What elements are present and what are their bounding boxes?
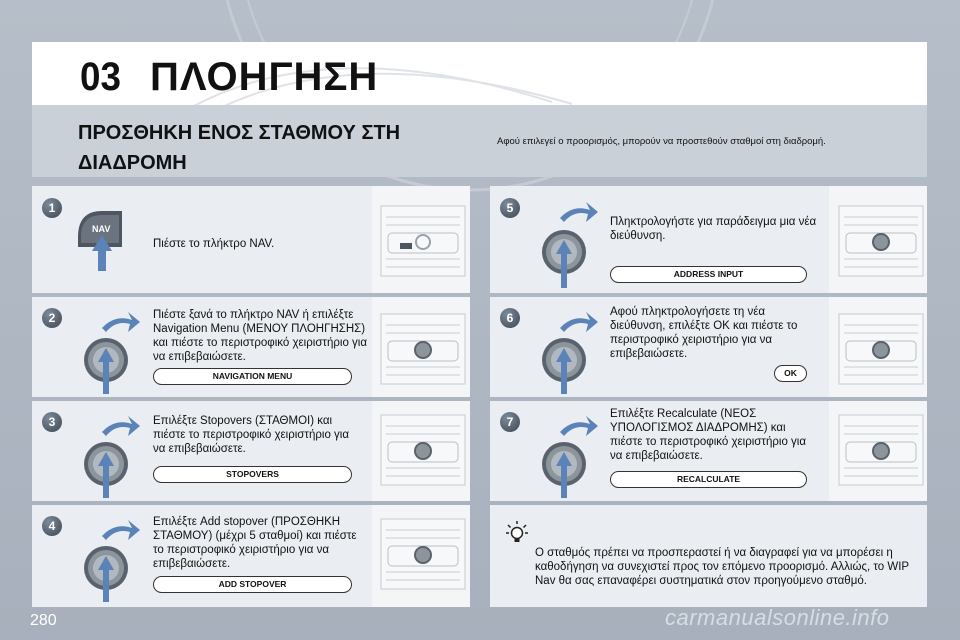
step-badge-1: 1 (42, 198, 62, 218)
rotary-knob-icon (538, 308, 600, 396)
step-7-text: Επιλέξτε Recalculate (ΝΕΟΣ ΥΠΟΛΟΓΙΣΜΟΣ ΔΙΑΔΡΟΜΗΣ) και πιέστε το περιστροφικό χειριστήριο για να επιβεβαιώσετε. (610, 408, 806, 462)
step-5-text: Πληκτρολογήστε για παράδειγμα μια νέα διεύθυνση. (610, 216, 817, 242)
radio-unit-icon (380, 414, 466, 486)
rotary-knob-icon (80, 516, 142, 604)
section-title: ΠΡΟΣΘΗΚΗ ΕΝΟΣ ΣΤΑΘΜΟΥ ΣΤΗ ΔΙΑΔΡΟΜΗ (78, 122, 401, 174)
address-input-button[interactable]: ADDRESS INPUT (610, 266, 807, 283)
recalculate-button[interactable]: RECALCULATE (610, 471, 807, 488)
note-text: Ο σταθμός πρέπει να προσπεραστεί ή να διαγραφεί για να μπορέσει η καθοδήγηση να συνεχιστεί προς τον επόμενο προορισμό. Αλλιώς, το WIP Nav θα σας επαναφέρει συστηματικά στον προηγούμενο σταθμό. (535, 547, 909, 587)
page-number: 280 (30, 612, 57, 629)
step-badge-7: 7 (500, 412, 520, 432)
step-badge-3: 3 (42, 412, 62, 432)
radio-unit-icon (380, 518, 466, 590)
watermark: carmanualsonline.info (665, 605, 890, 630)
step-4-text: Επιλέξτε Add stopover (ΠΡΟΣΘΗΚΗ ΣΤΑΘΜΟΥ) (μέχρι 5 σταθμοί) και πιέστε το περιστροφικό χειριστήριο για να επιβεβαιώσετε. (153, 516, 357, 570)
rotary-knob-icon (80, 412, 142, 500)
step-6-text: Αφού πληκτρολογήσετε τη νέα διεύθυνση, επιλέξτε OK και πιέστε το περιστροφικό χειριστήριο για να επιβεβαιώσετε. (610, 306, 798, 360)
section-intro: Αφού επιλεγεί ο προορισμός, μπορούν να προστεθούν σταθμοί στη διαδρομή. (497, 136, 826, 147)
step-badge-2: 2 (42, 308, 62, 328)
rotary-knob-icon (538, 198, 600, 290)
radio-unit-icon (838, 205, 924, 277)
rotary-knob-icon (538, 412, 600, 500)
ok-button[interactable]: OK (774, 365, 807, 382)
stopovers-button[interactable]: STOPOVERS (153, 466, 352, 483)
lightbulb-icon (505, 520, 529, 544)
step-badge-6: 6 (500, 308, 520, 328)
radio-unit-icon (380, 313, 466, 385)
step-2-text: Πιέστε ξανά το πλήκτρο NAV ή επιλέξτε Navigation Menu (ΜΕΝΟΥ ΠΛΟΗΓΗΣΗΣ) και πιέστε το περιστροφικό χειριστήριο για να επιβεβαιώσετε. (153, 309, 367, 363)
navigation-menu-button[interactable]: NAVIGATION MENU (153, 368, 352, 385)
chapter-title: ΠΛΟΗΓΗΣΗ (150, 55, 379, 99)
step-1-text: Πιέστε το πλήκτρο NAV. (153, 238, 275, 250)
step-badge-4: 4 (42, 516, 62, 536)
nav-key-label: NAV (92, 224, 111, 234)
chapter-number: 03 (80, 55, 121, 99)
rotary-knob-icon (80, 308, 142, 396)
radio-unit-icon (838, 414, 924, 486)
radio-unit-icon (380, 205, 466, 277)
step-badge-5: 5 (500, 198, 520, 218)
add-stopover-button[interactable]: ADD STOPOVER (153, 576, 352, 593)
step-3-text: Επιλέξτε Stopovers (ΣΤΑΘΜΟΙ) και πιέστε το περιστροφικό χειριστήριο για να επιβεβαιώσετε. (153, 415, 349, 455)
radio-unit-icon (838, 313, 924, 385)
nav-key-icon (76, 205, 148, 273)
